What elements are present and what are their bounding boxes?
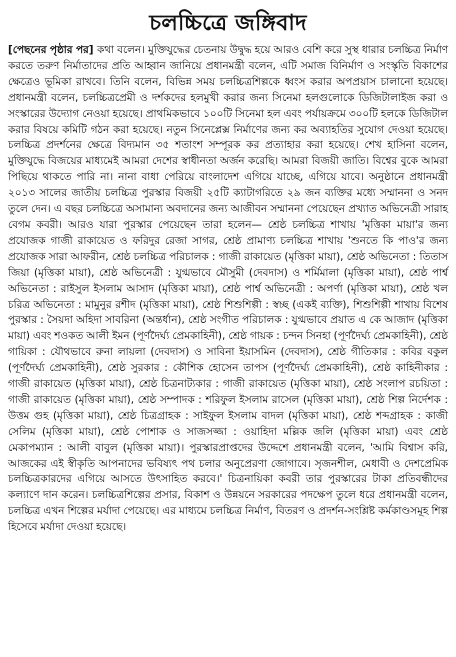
article-headline: চলচ্চিত্রে জঙ্গিবাদ — [149, 11, 307, 36]
article-body-text: কথা বলেন। মুক্তিযুদ্ধের চেতনায় উদ্বুদ্ধ হয়ে আরও বেশি করে সুস্থ ধারার চলচ্চিত্র নির্মাণ করতে তরুণ নির্মাতাদের প্রতি আহ্বান জানিয়ে প্রধানমন্ত্রী বলেন, এটি সমাজ বিনির্মাণ ও সংস্কৃতি বিকাশের ক্ষেত্রেও ভূমিকা রাখবে। তিনি বলেন, বিভিন্ন সময় চলচ্চিত্রশিল্পকে ধ্বংস করার অপপ্রয়াস চালানো হয়েছে। প্রধানমন্ত্রী বলেন, চলচ্চিত্রপ্রেমী ও দর্শকদের হলমুখী করার জন্য সিনেমা হলগুলোকে ডিজিটালাইজ করা ও সংস্কারের উদ্যোগ নেওয়া হয়েছে। প্রাথমিকভাবে ১০০টি সিনেমা হল এবং পর্যায়ক্রমে ৩০০টি হলকে ডিজিটাল করার বিষয়ে কমিটি গঠন করা হয়েছে। নতুন সিনেপ্লেক্স নির্মাণের জন্য কর অব্যাহতির সুযোগ দেওয়া হয়েছে। চলচ্চিত্র প্রদর্শনের ক্ষেত্রে বিদ্যমান ৩৫ শতাংশ সম্পূরক কর প্রত্যাহার করা হয়েছে। শেখ হাসিনা বলেন, মুক্তিযুদ্ধে বিজয়ের মাধ্যমেই আমরা দেশের স্বাধীনতা অর্জন করেছি। আমরা বিজয়ী জাতি। বিশ্বের বুকে আমরা পিছিয়ে থাকতে পারি না। নানা বাধা পেরিয়ে বাংলাদেশ এগিয়ে যাচ্ছে, এগিয়ে যাবে। অনুষ্ঠানে প্রধানমন্ত্রী ২০১৩ সালের জাতীয় চলচ্চিত্র পুরস্কার বিজয়ী ২৫টি ক্যাটাগরিতে ২৯ জন ব্যক্তির মধ্যে সম্মাননা ও সনদ তুলে দেন। এ বছর চলচ্চিত্রে অসামান্য অবদানের জন্য আজীবন সম্মাননা পেয়েছেন প্রখ্যাত অভিনেত্রী সারাহ বেগম কবরী। আরও যারা পুরস্কার পেয়েছেন তারা হলেন— শ্রেষ্ঠ চলচ্চিত্র শাখায় 'মৃত্তিকা মায়া'র জন্য প্রযোজক গাজী রাকায়েত ও ফরিদুর রেজা সাগর, শ্রেষ্ঠ প্রামাণ্য চলচ্চিত্র শাখায় 'শুনতে কি পাও'র জন্য প্রযোজক সারা আফরীন, শ্রেষ্ঠ চলচ্চিত্র পরিচালক : গাজী রাকায়েত (মৃত্তিকা মায়া), শ্রেষ্ঠ অভিনেতা : তিতাস জিয়া (মৃত্তিকা মায়া), শ্রেষ্ঠ অভিনেত্রী : যুগ্মভাবে মৌসুমী (দেবদাস) ও শর্মিমালা (মৃত্তিকা মায়া), শ্রেষ্ঠ পার্শ্ব অভিনেতা : রাইসুল ইসলাম আসাদ (মৃত্তিকা মায়া), শ্রেষ্ঠ পার্শ্ব অভিনেত্রী : অপর্ণা (মৃত্তিকা মায়া), শ্রেষ্ঠ খল চরিত্র অভিনেতা : মামুনুর রশীদ (মৃত্তিকা মায়া), শ্রেষ্ঠ শিশুশিল্পী : স্বচ্ছ (একই ব্যক্তি), শিশুশিল্পী শাখায় বিশেষ পুরস্কার : সৈয়দা অহিদা সাবরিনা (অন্তর্ধান), শ্রেষ্ঠ সংগীত পরিচালক : যুগ্মভাবে প্রয়াত এ কে আজাদ (মৃত্তিকা মায়া) এবং শওকত আলী ইমন (পূর্ণদৈর্ঘ্য প্রেমকাহিনী), শ্রেষ্ঠ গায়ক : চন্দন সিনহা (পূর্ণদৈর্ঘ্য প্রেমকাহিনী), শ্রেষ্ঠ গায়িকা : যৌথভাবে রুনা লায়লা (দেবদাস) ও সাবিনা ইয়াসমিন (দেবদাস), শ্রেষ্ঠ গীতিকার : কবির বকুল (পূর্ণদৈর্ঘ্য প্রেমকাহিনী), শ্রেষ্ঠ সুরকার : কৌশিক হোসেন তাপস (পূর্ণদৈর্ঘ্য প্রেমকাহিনী), শ্রেষ্ঠ কাহিনীকার : গাজী রাকায়েত (মৃত্তিকা মায়া), শ্রেষ্ঠ চিত্রনাট্যকার : গাজী রাকায়েত (মৃত্তিকা মায়া), শ্রেষ্ঠ সংলাপ রচয়িতা : গাজী রাকায়েত (মৃত্তিকা মায়া), শ্রেষ্ঠ সম্পাদক : শরিফুল ইসলাম রাসেল (মৃত্তিকা মায়া), শ্রেষ্ঠ শিল্প নির্দেশক : উত্তম গুহ (মৃত্তিকা মায়া), শ্রেষ্ঠ চিত্রগ্রাহক : সাইফুল ইসলাম বাদল (মৃত্তিকা মায়া), শ্রেষ্ঠ শব্দগ্রাহক : কাজী সেলিম (মৃত্তিকা মায়া), শ্রেষ্ঠ পোশাক ও সাজসজ্জা : ওয়াহিদা মল্লিক জলি (মৃত্তিকা মায়া) এবং শ্রেষ্ঠ মেকাপম্যান : আলী বাবুল (মৃত্তিকা মায়া)। পুরস্কারপ্রাপ্তদের উদ্দেশে প্রধানমন্ত্রী বলেন, 'আমি বিশ্বাস করি, আজকের এই স্বীকৃতি আপনাদের ভবিষ্যৎ পথ চলার অনুপ্রেরণা জোগাবে। সৃজনশীল, মেধাবী ও দেশপ্রেমিক চলচ্চিত্রকারদের এগিয়ে আসতে উৎসাহিত করবে।' চিত্রনায়িকা কবরী তার পুরস্কারের টাকা প্রতিবন্ধীদের কল্যাণে দান করেন। চলচ্চিত্রশিল্পের প্রসার, বিকাশ ও উন্নয়নে সরকারের পদক্ষেপ তুলে ধরে প্রধানমন্ত্রী বলেন, চলচ্চিত্র এখন শিল্পের মর্যাদা পেয়েছে। এর মাধ্যমে চলচ্চিত্র নির্মাণ, বিতরণ ও প্রদর্শন-সংশ্লিষ্ট কর্মকাণ্ডসমূহ শিল্প হিসেবে মর্যাদা দেওয়া হয়েছে। — [8, 44, 448, 534]
article-body — [8, 43, 448, 536]
continued-from-tag: [পেছনের পৃষ্ঠার পর] — [8, 44, 97, 56]
